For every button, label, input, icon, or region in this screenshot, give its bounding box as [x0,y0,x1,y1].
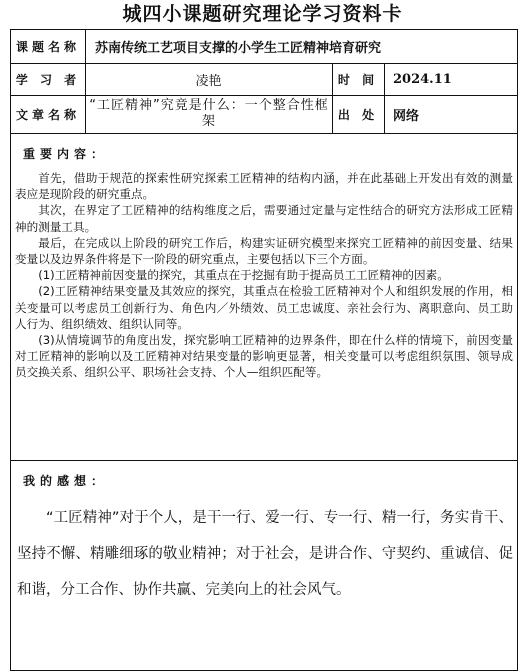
row-divider [11,133,517,134]
source-value: 网络 [393,108,420,124]
time-label: 时 间 [337,72,379,87]
content-paragraph: (3)从情境调节的角度出发，探究影响工匠精神的边界条件，即在什么样的情境下，前因变量对工匠精神的影响以及工匠精神对结果变量的影响更显著，相关变量可以考虑组织氛围、领导成员交换关系、组织公平、职场社会支持、个人—组织匹配等。 [15,333,513,380]
card-title: 城四小课题研究理论学习资料卡 [122,3,403,25]
topic-value: 苏南传统工艺项目支撑的小学生工匠精神培育研究 [95,41,382,56]
info-table [10,29,518,671]
content-paragraph: 首先，借助于规范的探索性研究探索工匠精神的结构内涵，并在此基础上开发出有效的测量表应是现阶段的研究重点。 [15,171,513,202]
reflection-body: “工匠精神”对于个人，是干一行、爱一行、专一行、精一行，务实肯干、坚持不懈、精雕细琢的敬业精神；对于社会，是讲合作、守契约、重诚信、促和谐，分工合作、协作共赢、完美向上的社会风气。 [17,510,513,598]
source-label: 出 处 [337,107,379,122]
key-content-body [15,170,513,381]
content-paragraph: 最后，在完成以上阶段的研究工作后，构建实证研究模型来探究工匠精神的前因变量、结果变量以及边界条件将是下一阶段的研究重点，主要包括以下三个方面。 [15,235,513,267]
content-paragraph: (1)工匠精神前因变量的探究，其重点在于挖掘有助于提高员工工匠精神的因素。 [38,268,449,283]
article-value: “工匠精神”究竟是什么：一个整合性框架 [89,98,329,129]
content-paragraph: 其次，在界定了工匠精神的结构维度之后，需要通过定量与定性结合的研究方法形成工匠精神的测量工具。 [15,203,513,234]
content-paragraph: (2)工匠精神结果变量及其效应的探究，其重点在检验工匠精神对个人和组织发展的作用，相关变量可以考虑员工创新行为、角色内／外绩效、员工忠诚度、亲社会行为、离职意向、员工助人行为、组织绩效、组织认同等。 [15,284,513,331]
time-value: 2024.11 [393,71,452,87]
section-divider [11,460,517,461]
reflection-heading: 我的感想： [23,474,109,488]
learner-label: 学 习 者 [15,72,81,87]
column-divider [384,63,385,133]
learner-value: 凌艳 [195,73,222,89]
key-content-heading: 重要内容： [23,147,109,161]
topic-label: 课题名称 [15,40,80,54]
article-label: 文章名称 [15,107,80,122]
